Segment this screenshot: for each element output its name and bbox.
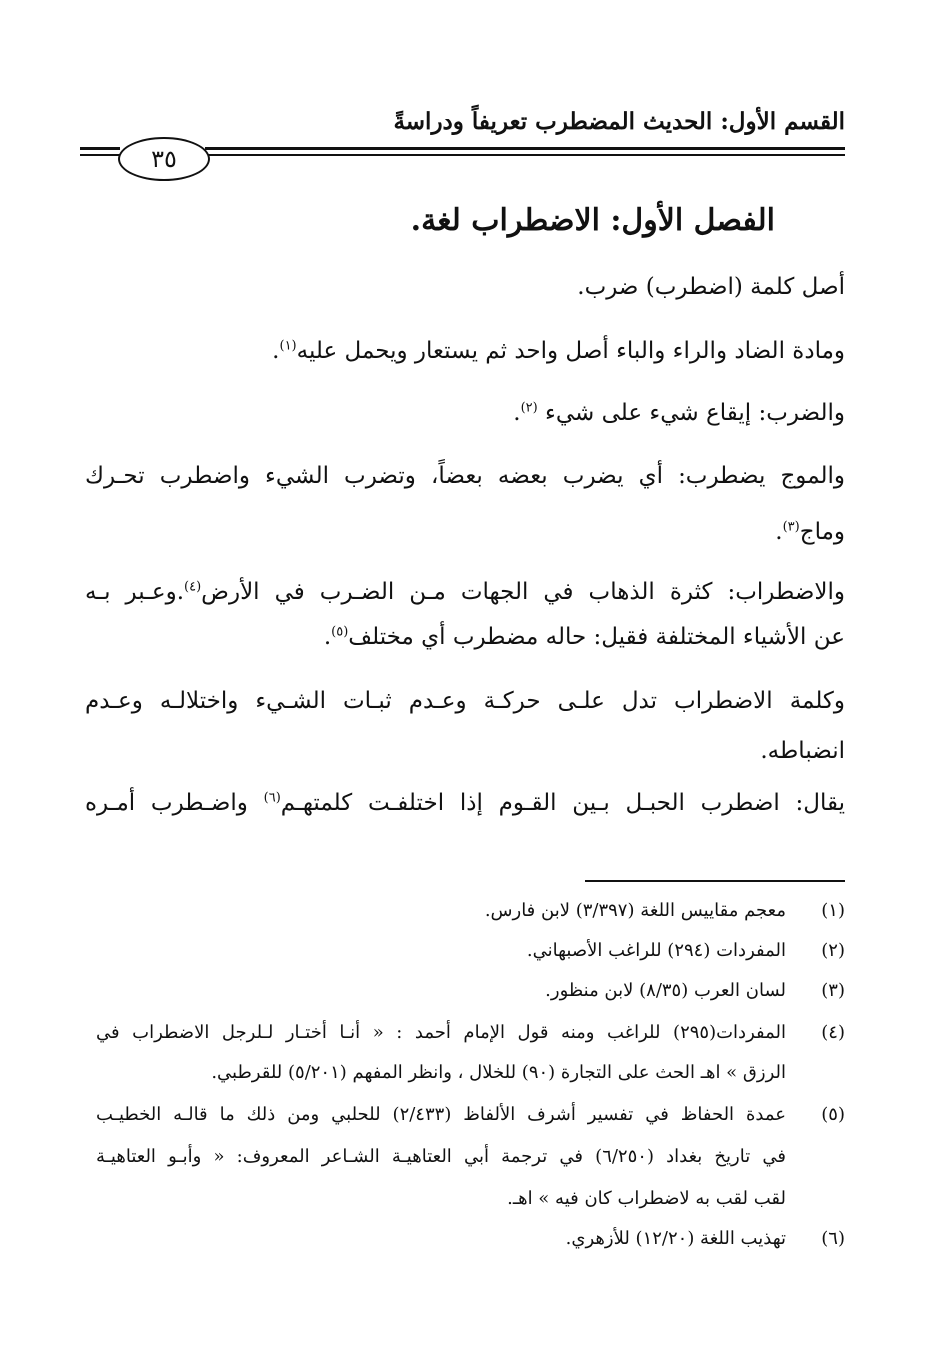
footnote-1-text: معجم مقاييس اللغة (٣/٣٩٧) لابن فارس.: [484, 900, 786, 921]
paragraph-5-line-1b: .وعـبر بـه: [85, 579, 185, 605]
paragraph-4-end: .: [775, 519, 783, 545]
footnote-ref-2[interactable]: (٢): [520, 400, 538, 416]
footnote-5-line-3: لقب لقب به لاضطراب كان فيه » اهـ.: [507, 1188, 786, 1209]
footnote-2-number: (٢): [821, 940, 845, 961]
paragraph-5-line-2-text: عن الأشياء المختلفة فقيل: حاله مضطرب أي مختلف: [348, 624, 845, 650]
paragraph-4-line-2: [85, 519, 845, 545]
footnote-2-text: المفردات (٢٩٤) للراغب الأصبهاني.: [526, 940, 786, 961]
footnote-4-number: (٤): [821, 1022, 845, 1043]
footnote-separator: [585, 880, 845, 882]
footnote-ref-6[interactable]: (٦): [263, 790, 281, 806]
paragraph-6-line-2-text: انضباطه.: [760, 738, 845, 764]
paragraph-2-text: ومادة الضاد والراء والباء أصل واحد ثم يستعار ويحمل عليه: [296, 338, 845, 364]
paragraph-4-line-2-text: وماج: [799, 519, 845, 545]
paragraph-7-line-1b: واضـطرب أمـره: [85, 790, 264, 816]
footnote-3-number: (٣): [821, 980, 845, 1001]
paragraph-6-line-1: [85, 688, 845, 714]
header-rule-right: [205, 147, 845, 150]
footnote-1-number: (١): [821, 900, 845, 921]
paragraph-6-line-2: [85, 738, 845, 764]
footnote-5-number: (٥): [821, 1104, 845, 1125]
footnote-ref-5[interactable]: (٥): [331, 624, 349, 640]
footnote-ref-4[interactable]: (٤): [184, 579, 202, 595]
paragraph-7-line-1: [85, 790, 845, 816]
paragraph-6-line-1-text: وكلمة الاضطراب تدل علـى حركـة وعـدم ثبـات الشـيء واختلالـه وعـدم: [85, 688, 845, 714]
chapter-heading: الفصل الأول: الاضطراب لغة.: [410, 203, 775, 238]
footnote-3-text: لسان العرب (٨/٣٥) لابن منظور.: [545, 980, 786, 1001]
paragraph-1: [85, 274, 845, 300]
paragraph-4-line-1-text: والموج يضطرب: أي يضرب بعضه بعضاً، وتضرب الشيء واضطرب تحـرك: [85, 463, 845, 489]
paragraph-5-end: .: [323, 624, 332, 650]
footnote-5-line-1: عمدة الحفاظ في تفسير أشرف الألفاظ (٢/٤٣٣) للحلبي ومن ذلك ما قالـه الخطيـب: [96, 1104, 786, 1125]
paragraph-3-end: .: [513, 400, 521, 426]
page-number: ٣٥: [118, 137, 210, 181]
paragraph-3: [85, 400, 845, 426]
footnote-ref-3[interactable]: (٣): [782, 519, 800, 535]
footnote-5-line-2: في تاريخ بغداد (٦/٢٥٠) في ترجمة أبي العتاهيـة الشـاعر المعروف: « وأبـو العتاهيـة: [96, 1146, 786, 1167]
paragraph-5-line-2: [85, 624, 845, 650]
footnote-6-number: (٦): [821, 1228, 845, 1249]
paragraph-5-line-1: [85, 579, 845, 605]
paragraph-4-line-1: [85, 463, 845, 489]
running-title: القسم الأول: الحديث المضطرب تعريفاً ودراسةً: [393, 108, 845, 135]
header-rule-left: [80, 147, 120, 150]
footnote-4-line-1: المفردات(٢٩٥) للراغب ومنه قول الإمام أحمد : « أنـا أختـار لـلرجل الاضطراب في: [96, 1022, 786, 1043]
paragraph-7-line-1a: يقال: اضطرب الحبـل بـين القـوم إذا اختلفـت كلمتهـم: [280, 790, 845, 816]
footnote-6-text: تهذيب اللغة (١٢/٢٠) للأزهري.: [565, 1228, 786, 1249]
paragraph-2-end: .: [272, 338, 280, 364]
footnote-ref-1[interactable]: (١): [279, 338, 297, 354]
footnote-4-line-2: الرزق » اهـ الحث على التجارة (٩٠) للخلال ، وانظر المفهم (٥/٢٠١) للقرطبي.: [211, 1062, 786, 1083]
paragraph-3-text: والضرب: إيقاع شيء على شيء: [537, 400, 845, 426]
paragraph-2: [85, 338, 845, 364]
header-rule-left-lower: [80, 154, 120, 156]
paragraph-1-text: أصل كلمة (اضطرب) ضرب.: [577, 274, 845, 300]
header-rule-right-lower: [205, 154, 845, 156]
paragraph-5-line-1a: والاضطراب: كثرة الذهاب في الجهات مـن الضـرب في الأرض: [201, 579, 845, 605]
